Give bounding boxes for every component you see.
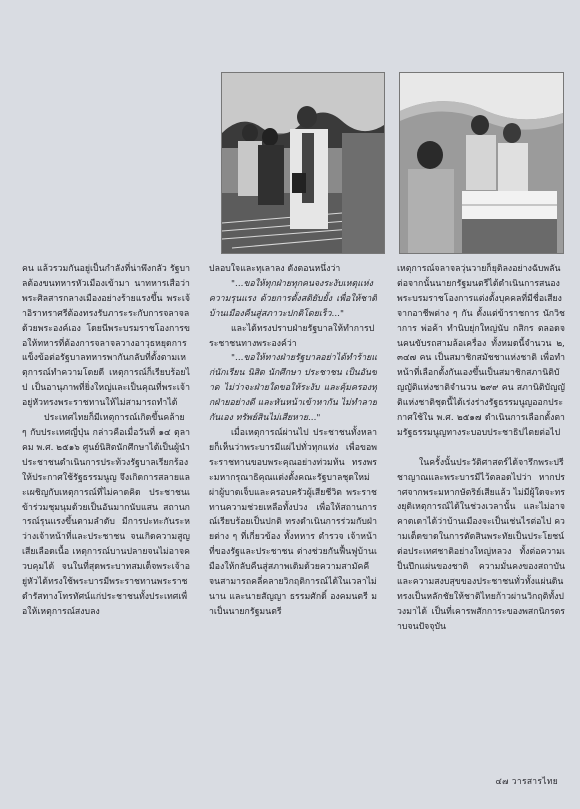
article-column-2	[209, 262, 377, 620]
photo-inspecting-model-image	[400, 73, 563, 253]
page-folio: ๔๗ วารสารไทย	[495, 777, 558, 787]
paragraph: ปลอบใจและทุเลาลง ดังตอนหนึ่งว่า	[209, 264, 341, 274]
article-column-3	[397, 262, 565, 635]
royal-speech-quote: "...ขอให้ทางฝ่ายรัฐบาลอย่าได้ทำร้ายแก่นักเรียน นิสิต นักศึกษา ประชาชน เป็นอันขาด ไม่ว่าจะฝ่ายใดขอให้ระงับ และคุ้มครองทุกฝ่ายอย่างดี และหันหน้าเข้าหากัน ไม่ทำลายกันเอง ทรัพย์สินไม่เสียหาย..."	[209, 353, 377, 424]
paragraph: และได้ทรงปราบฝ่ายรัฐบาลให้ทำการประชาชนทางพระองค์ว่า	[209, 323, 375, 349]
paragraph: คน แล้วรวมกันอยู่เป็นกำลังที่น่าพึงกลัว รัฐบาลต้องขนทหารหัวเมืองเข้ามา นาทหารเสือว่าพระศิลสารกลางเมืองอย่างร้ายแรงขึ้น พระเจ้าอิราทราศรีต้องทรงรับภาระระกับการจลาจลด้วยพระองค์เอง โดยนีพระบรมราชโองการขอให้ทหารที่ต้องการจลาจลวางอาวุธหยุดการแข็งข้อต่อรัฐบาลทหารพากันกลับที่ตั้งตามเหตุการณ์ทำความโดยดี เหตุการณ์ก็เรียบร้อยไป เป็นอานุภาพที่ยิ่งใหญ่และเป็นคุณที่พระเจ้าอยู่หัวทรงพระราชทานให้ไม่สามารถทำได้	[22, 264, 190, 409]
paragraph: ในครั้งนั้นประวัติศาสตร์ได้จารึกพระปรีชาญาณและพระบารมีไว้ตลอดไปว่า หากปราศจากพระมหากษัตริย์เสียแล้ว ไม่มีผู้ใดจะทรงยุติเหตุการณ์ได้ในช่วงเวลานั้น และไม่อาจคาดเดาได้ว่าบ้านเมืองจะเป็นเช่นไรต่อไป ความเด็ดขาดในการตัดสินพระทัยเป็นประโยชน์ต่อประเทศชาติอย่างใหญ่หลวง ทั้งต่อความเป็นปึกแผ่นของชาติ ความมั่นคงของสถาบัน และความสงบสุขของประชาชนทั่วทั้งแผ่นดิน ทรงเป็นหลักชัยให้ชาติไทยก้าวผ่านวิกฤติทั้งปวงมาได้ เป็นที่เคารพสักการะของพสกนิกรตราบจนปัจจุบัน	[397, 457, 565, 632]
photo-king-at-site	[221, 72, 385, 254]
photo-inspecting-model	[399, 72, 564, 254]
photo-king-at-site-image	[222, 73, 384, 253]
paragraph: ประเทศไทยก็มีเหตุการณ์เกิดขึ้นคล้าย ๆ กับประเทศญี่ปุ่น กล่าวคือเมื่อวันที่ ๑๔ ตุลาคม พ.ศ. ๒๕๑๖ ศูนย์นิสิตนักศึกษาได้เป็นผู้นำประชาชนดำเนินการประท้วงรัฐบาลเรียกร้องให้ประกาศใช้รัฐธรรมนูญ จึงเกิดการสลายและเผชิญกับเหตุการณ์ที่ไม่คาดคิด ประชาชนเข้าร่วมชุมนุมด้วยเป็นอันมากนับแสน สถานการณ์รุนแรงขึ้นตามลำดับ มีการปะทะกันระหว่างเจ้าหน้าที่และประชาชน จนเกิดความสูญเสียเลือดเนื้อ เหตุการณ์บานปลายจนไม่อาจควบคุมได้ จนในที่สุดพระบาทสมเด็จพระเจ้าอยู่หัวได้ทรงใช้พระบารมีพระราชทานพระราชดำรัสทางโทรทัศน์แก่ประชาชนทั้งประเทศเพื่อให้เหตุการณ์สงบลง	[22, 413, 190, 617]
paragraph: เมื่อเหตุการณ์ผ่านไป ประชาชนทั้งหลายก็เห็นว่าพระบารมีแผ่ไปทั่วทุกแห่ง เพื่อขอพระราชทานขอบพระคุณอย่างท่วมท้น ทรงพระมหากรุณาธิคุณแต่งตั้งคณะรัฐบาลชุดใหม่ ผ่าผู้บาดเจ็บและครอบครัวผู้เสียชีวิต พระราชทานความช่วยเหลือทั้งปวง เพื่อให้สถานการณ์เรียบร้อยเป็นปกติ ทรงดำเนินการร่วมกับฝ่ายต่าง ๆ ที่เกี่ยวข้อง ทั้งทหาร ตำรวจ เจ้าหน้าที่ของรัฐและประชาชน ต่างช่วยกันฟื้นฟูบ้านเมืองให้กลับคืนสู่สภาพเดิมด้วยความสามัคคี จนสามารถคลี่คลายวิกฤติการณ์ได้ในเวลาไม่นาน และนายสัญญา ธรรมศักดิ์ องคมนตรี มาเป็นนายกรัฐมนตรี	[209, 427, 377, 617]
royal-speech-quote: "...ขอให้ทุกฝ่ายทุกคนจงระงับเหตุแห่งความรุนแรง ด้วยการตั้งสติยับยั้ง เพื่อให้ชาติบ้านเมืองคืนสู่สภาวะปกติโดยเร็ว..."	[209, 278, 377, 319]
article-column-1	[22, 262, 190, 620]
paragraph-spacer	[397, 441, 565, 456]
paragraph: เหตุการณ์จลาจลวุ่นวายก็ยุติลงอย่างฉับพลัน ต่อจากนั้นนายกรัฐมนตรีได้ดำเนินการสนองพระบรมราชโองการแต่งตั้งบุคคลที่มีชื่อเสียงจากอาชีพต่าง ๆ กัน ตั้งแต่ข้าราชการ นักวิชาการ พ่อค้า ทำนิบยุ่กใหญ่นับ กสิกร ตลอดจนคนขับรถสามล้อเครื่อง ทั้งหมดนี้จำนวน ๒,๓๔๗ คน เป็นสมาชิกสมัชชาแห่งชาติ เพื่อทำหน้าที่เลือกตั้งกันเองขึ้นเป็นสมาชิกสภานิติบัญญัติแห่งชาติจำนวน ๒๙๙ คน สภานิติบัญญัติแห่งชาติชุดนี้ได้เร่งร่างรัฐธรรมนูญออกประกาศใช้ใน พ.ศ. ๒๕๑๗ ดำเนินการเลือกตั้งตามรัฐธรรมนูญทางระบอบประชาธิปไตยต่อไป	[397, 264, 565, 438]
